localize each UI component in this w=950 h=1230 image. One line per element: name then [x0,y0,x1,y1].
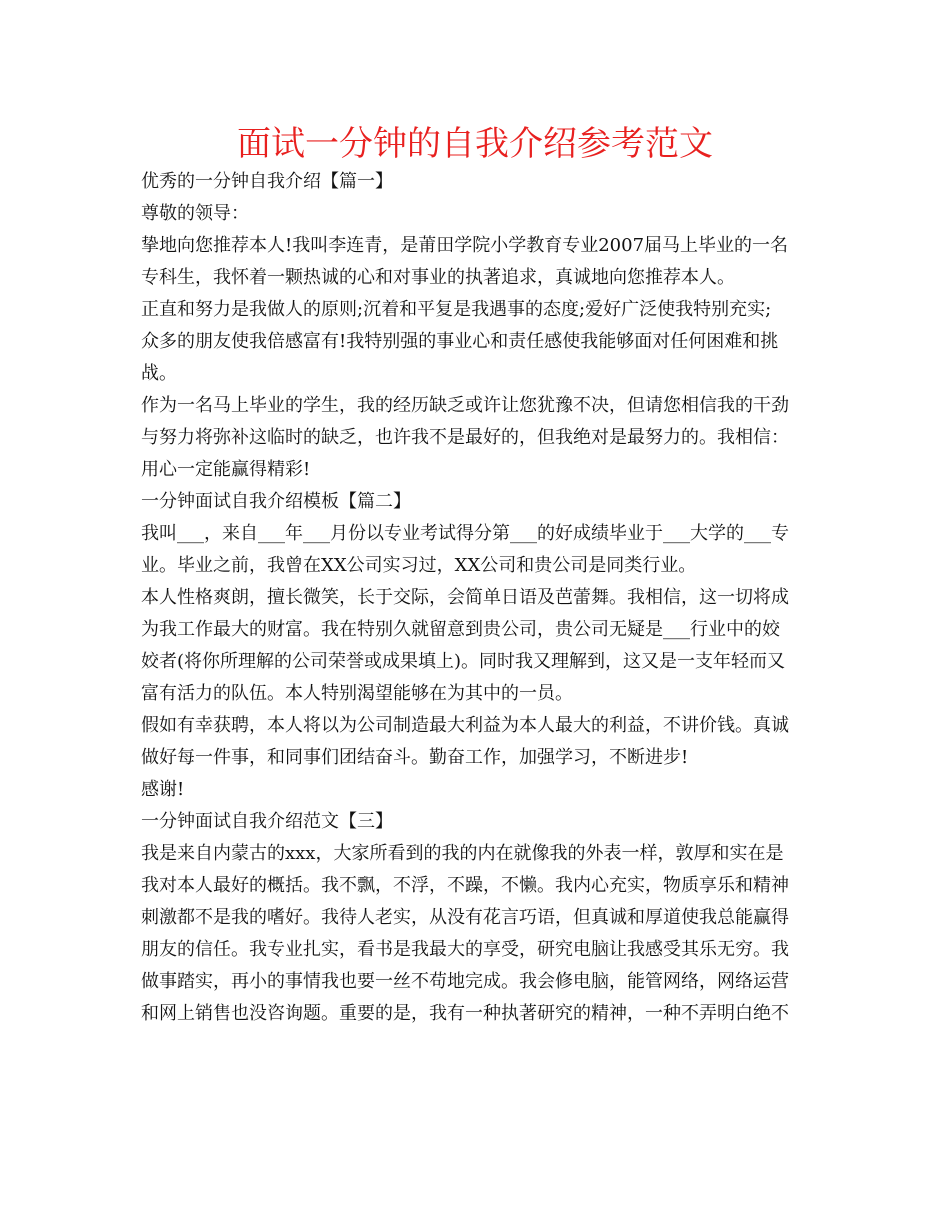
text-line: 专科生，我怀着一颗热诚的心和对事业的执著追求，真诚地向您推荐本人。 [141,267,735,288]
section-heading-2 [141,486,813,518]
text-line: 众多的朋友使我倍感富有!我特别强的事业心和责任感使我能够面对任何困难和挑 [141,331,779,352]
text-line: 我叫___，来自___年___月份以专业考试得分第___的好成绩毕业于___大学的___专 [141,523,789,544]
text-line: 正直和努力是我做人的原则;沉着和平复是我遇事的态度;爱好广泛使我特别充实; [141,299,772,320]
text-line: 作为一名马上毕业的学生，我的经历缺乏或许让您犹豫不决，但请您相信我的干劲 [141,395,789,416]
text-line: 用心一定能赢得精彩! [141,459,311,480]
text-line: 尊敬的领导： [141,203,249,224]
text-line: 挚地向您推荐本人!我叫李连青，是莆田学院小学教育专业2007届马上毕业的一名 [141,235,789,256]
text-line: 战。 [141,363,177,384]
text-line: 和网上销售也没咨询题。重要的是，我有一种执著研究的精神，一种不弄明白绝不 [141,1003,789,1024]
text-line: 我对本人最好的概括。我不飘，不浮，不躁，不懒。我内心充实，物质享乐和精神 [141,875,789,896]
text-line: 业。毕业之前，我曾在XX公司实习过，XX公司和贵公司是同类行业。 [141,555,697,576]
text-line: 富有活力的队伍。本人特别渴望能够在为其中的一员。 [141,683,573,704]
text-line: 做好每一件事，和同事们团结奋斗。勤奋工作，加强学习，不断进步! [141,747,689,768]
section-heading-1 [141,166,813,198]
paragraph [141,518,813,582]
paragraph [141,582,813,710]
paragraph [141,710,813,774]
text-line: 一分钟面试自我介绍范文【三】 [141,811,393,832]
salutation [141,198,813,230]
paragraph [141,838,813,1030]
paragraph [141,390,813,486]
section-heading-3 [141,806,813,838]
closing [141,774,813,806]
text-line: 朋友的信任。我专业扎实，看书是我最大的享受，研究电脑让我感受其乐无穷。我 [141,939,789,960]
document-body [141,166,813,1030]
text-line: 姣者(将你所理解的公司荣誉或成果填上)。同时我又理解到，这又是一支年轻而又 [141,651,786,672]
text-line: 刺激都不是我的嗜好。我待人老实，从没有花言巧语，但真诚和厚道使我总能赢得 [141,907,789,928]
paragraph [141,294,813,390]
text-line: 我是来自内蒙古的xxx，大家所看到的我的内在就像我的外表一样，敦厚和实在是 [141,843,784,864]
text-line: 与努力将弥补这临时的缺乏，也许我不是最好的，但我绝对是最努力的。我相信： [141,427,789,448]
text-line: 感谢! [141,779,185,800]
text-line: 本人性格爽朗，擅长微笑，长于交际，会简单日语及芭蕾舞。我相信，这一切将成 [141,587,789,608]
text-line: 一分钟面试自我介绍模板【篇二】 [141,491,411,512]
text-line: 假如有幸获聘，本人将以为公司制造最大利益为本人最大的利益，不讲价钱。真诚 [141,715,789,736]
paragraph [141,230,813,294]
text-line: 做事踏实，再小的事情我也要一丝不苟地完成。我会修电脑，能管网络，网络运营 [141,971,789,992]
text-line: 优秀的一分钟自我介绍【篇一】 [141,171,393,192]
text-line: 为我工作最大的财富。我在特别久就留意到贵公司，贵公司无疑是___行业中的姣 [141,619,780,640]
document-title: 面试一分钟的自我介绍参考范文 [237,124,713,164]
